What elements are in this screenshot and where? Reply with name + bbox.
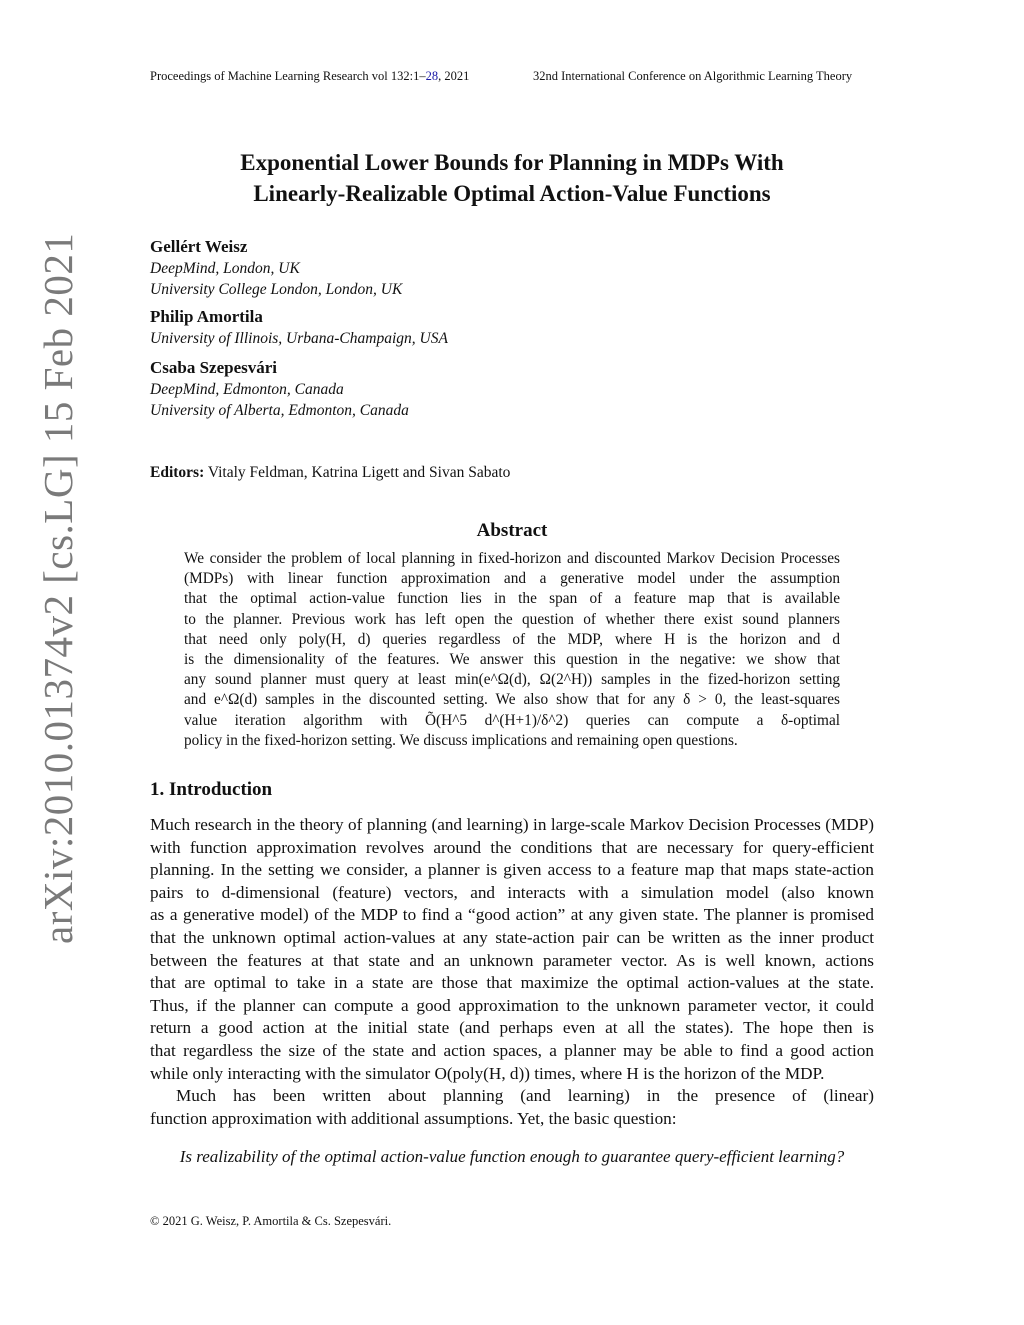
author-name: Gellért Weisz: [150, 237, 248, 256]
text-line: while only interacting with the simulator O(poly(H, d)) times, where H is the horizon of the MDP.: [150, 1063, 825, 1083]
author-affiliation: DeepMind, Edmonton, Canada: [150, 381, 344, 398]
text-line: pairs to d-dimensional (feature) vectors, and interacts with a simulation model (also known: [150, 882, 874, 902]
text-line: function approximation with additional assumptions. Yet, the basic question:: [150, 1108, 677, 1128]
editors-names: Vitaly Feldman, Katrina Ligett and Sivan Sabato: [207, 464, 511, 481]
editors-label: Editors:: [150, 464, 205, 481]
text-line: as a generative model) of the MDP to find a “good action” at any given state. The planner is promised: [150, 905, 874, 925]
text-line: Thus, if the planner can compute a good approximation to the unknown parameter vector, it could: [150, 995, 874, 1015]
text-line: We consider the problem of local planning in fixed-horizon and discounted Markov Decision Processes: [184, 550, 840, 567]
text-line: is the dimensionality of the features. We answer this question in the negative: we show that: [184, 650, 840, 668]
running-header-right: 32nd International Conference on Algorithmic Learning Theory: [533, 69, 853, 83]
text-line: Much has been written about planning (and learning) in the presence of (linear): [176, 1086, 874, 1106]
page-range-link[interactable]: 28: [425, 69, 439, 83]
editors-line: [150, 464, 510, 482]
title-line-1: Exponential Lower Bounds for Planning in MDPs With: [240, 150, 784, 175]
author-affiliation: University of Alberta, Edmonton, Canada: [150, 402, 409, 419]
text-line: to the planner. Previous work has left open the question of whether there exist sound planners: [184, 610, 840, 628]
text-line: between the features at that state and an unknown parameter vector. As is well known, actions: [150, 950, 874, 970]
author-affiliation: University of Illinois, Urbana-Champaign, USA: [150, 330, 448, 347]
text-line: that regardless the size of the state and action spaces, a planner may be able to find a good action: [150, 1040, 874, 1060]
text-line: planning. In the setting we consider, a planner is given access to a feature map that maps state-action: [150, 860, 874, 880]
text-line: and e^Ω(d) samples in the discounted setting. We also show that for any δ > 0, the least-squares: [184, 691, 840, 709]
running-header-left: Proceedings of Machine Learning Research vol 132:1–28, 2021: [150, 69, 470, 83]
text-line: that are optimal to take in a state are those that maximize the optimal action-values at the state.: [150, 973, 874, 993]
text-line: any sound planner must query at least min(e^Ω(d), Ω(2^H)) samples in the fized-horizon setting: [184, 671, 840, 689]
text-line: policy in the fixed-horizon setting. We discuss implications and remaining open questions.: [184, 731, 738, 749]
abstract-heading: Abstract: [476, 520, 548, 541]
author-block: [150, 357, 409, 421]
text-line: Much research in the theory of planning (and learning) in large-scale Markov Decision Processes (MDP): [150, 815, 874, 834]
key-question: Is realizability of the optimal action-value function enough to guarantee query-efficient learning?: [179, 1147, 845, 1166]
paper-title: [0, 147, 1024, 209]
text-line: that need only poly(H, d) queries regardless of the MDP, where H is the horizon and d: [184, 630, 840, 648]
text-line: (MDPs) with linear function approximation and a generative model under the assumption: [184, 570, 840, 588]
author-block: [150, 236, 402, 300]
title-line-2: Linearly-Realizable Optimal Action-Value Functions: [253, 181, 771, 206]
text-line: return a good action at the initial state (and perhaps even at all the states). The hope then is: [150, 1018, 874, 1038]
paragraph-1: [150, 814, 874, 1085]
author-block: [150, 306, 448, 349]
text-line: that the unknown optimal action-values at any state-action pair can be written as the inner product: [150, 927, 874, 947]
author-name: Csaba Szepesvári: [150, 358, 278, 377]
section-heading-introduction: 1. Introduction: [150, 779, 273, 800]
author-affiliation: University College London, London, UK: [150, 281, 403, 298]
introduction-body: [150, 814, 874, 1130]
arxiv-stamp: arXiv:2010.01374v2 [cs.LG] 15 Feb 2021: [35, 232, 81, 944]
text-line: that the optimal action-value function lies in the span of a feature map that is available: [184, 590, 840, 608]
abstract-text: [184, 549, 840, 751]
text-line: value iteration algorithm with Õ(H^5 d^(H+1)/δ^2) queries can compute a δ-optimal: [184, 711, 840, 729]
copyright-footer: © 2021 G. Weisz, P. Amortila & Cs. Szepesvári.: [150, 1214, 392, 1228]
paragraph-2: [150, 1085, 874, 1130]
author-name: Philip Amortila: [150, 307, 263, 326]
author-affiliation: DeepMind, London, UK: [150, 260, 300, 277]
text-line: with function approximation revolves around the conditions that are necessary for query-efficient: [150, 837, 874, 857]
